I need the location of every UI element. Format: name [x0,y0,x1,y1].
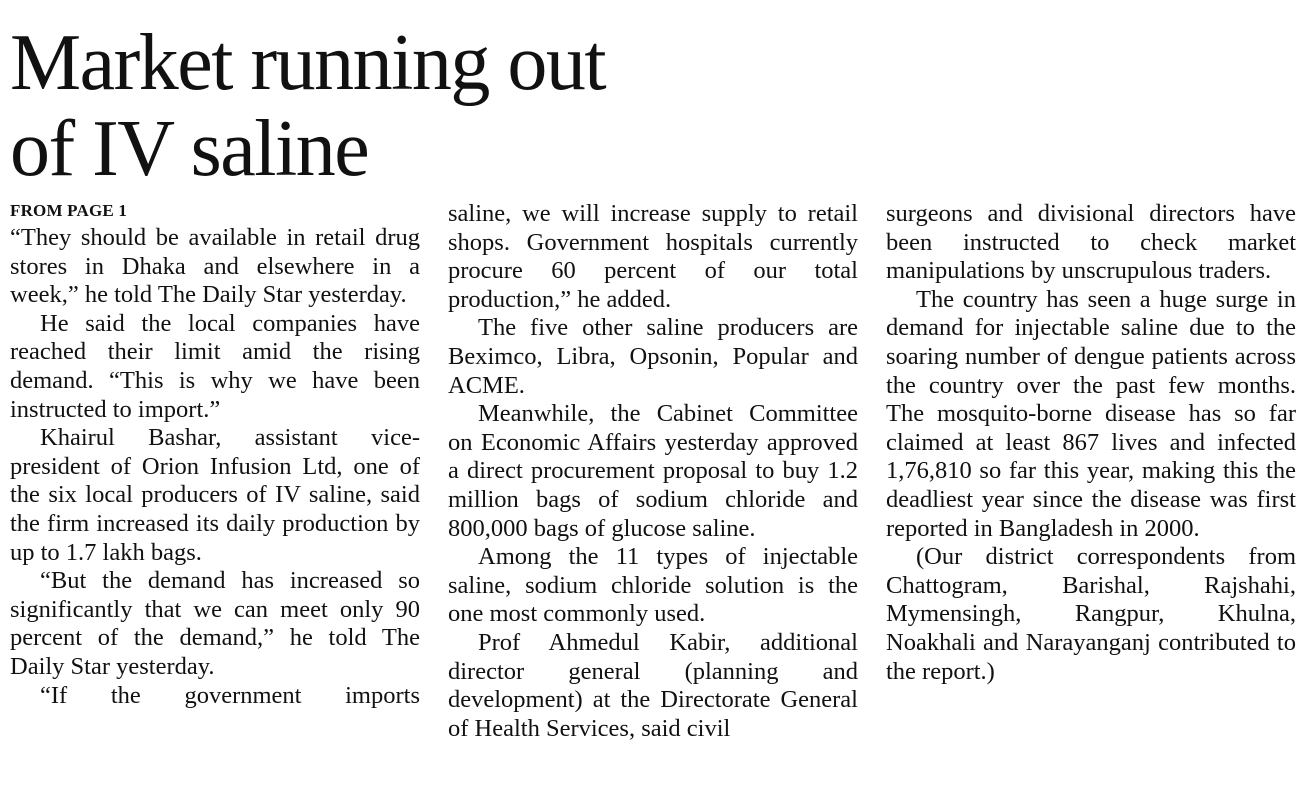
paragraph: Among the 11 types of injectable saline, sodium chloride solution is the one most commonly used. [448,543,858,628]
paragraph: Prof Ahmedul Kabir, additional director general (planning and development) at the Directorate General of Health Services, said civil [448,628,858,742]
paragraph: Meanwhile, the Cabinet Committee on Economic Affairs yesterday approved a direct procurement proposal to buy 1.2 million bags of sodium chloride and 800,000 bags of glucose saline. [448,400,858,542]
column-2 [448,200,858,743]
paragraph: “If the government imports [40,681,420,709]
paragraph: The country has seen a huge surge in demand for injectable saline due to the soaring number of dengue patients across the country over the past few months. The mosquito-borne disease has so far claimed at least 867 lives and infected 1,76,810 so far this year, making this the deadliest year since the disease was first reported in Bangladesh in 2000. [886,285,1296,542]
paragraph: “But the demand has increased so significantly that we can meet only 90 percent of the demand,” he told The Daily Star yesterday. [10,567,420,680]
paragraph: “They should be available in retail drug stores in Dhaka and elsewhere in a week,” he told The Daily Star yesterday. [10,224,420,309]
paragraph: Khairul Bashar, assistant vice-president of Orion Infusion Ltd, one of the six local producers of IV saline, said the firm increased its daily production by up to 1.7 lakh bags. [10,424,420,566]
paragraph: (Our district correspondents from Chattogram, Barishal, Rajshahi, Mymensingh, Rangpur, Khulna, Noakhali and Narayanganj contributed to the report.) [886,543,1296,685]
from-page-label: FROM PAGE 1 [10,201,128,220]
paragraph: He said the local companies have reached their limit amid the rising demand. “This is why we have been instructed to import.” [10,309,420,423]
headline [10,20,910,192]
headline-line-1: Market running out [10,19,606,107]
column-1 [10,198,420,710]
column-3 [886,200,1296,686]
headline-line-2: of IV saline [10,105,369,193]
paragraph: saline, we will increase supply to retail shops. Government hospitals currently procure 60 percent of our total production,” he added. [448,200,858,313]
paragraph: The five other saline producers are Beximco, Libra, Opsonin, Popular and ACME. [448,314,858,399]
paragraph: surgeons and divisional directors have been instructed to check market manipulations by unscrupulous traders. [886,200,1296,285]
